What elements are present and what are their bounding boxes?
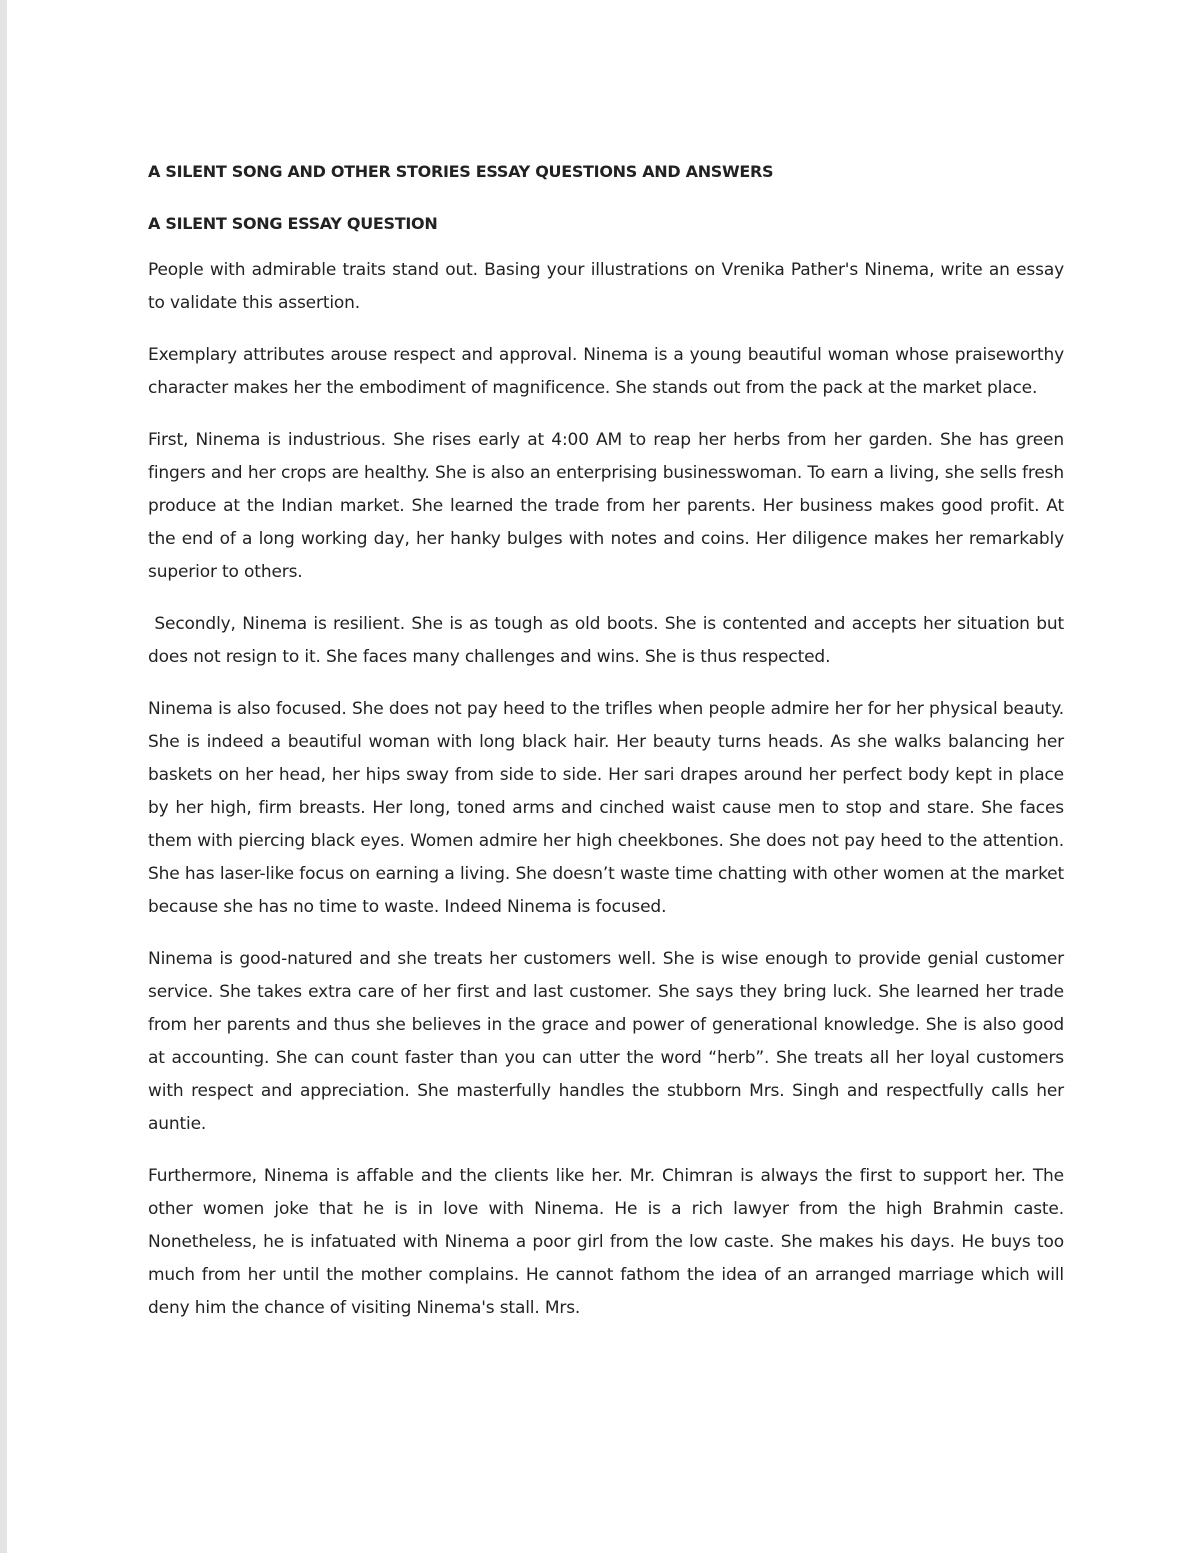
paragraph-good-natured: Ninema is good-natured and she treats her customers well. She is wise enough to provide genial customer service. She takes extra care of her first and last customer. She says they bring luck. She learned her trade from her parents and thus she believes in the grace and power of generational knowledge. She is also good at accounting. She can count faster than you can utter the word “herb”. She treats all her loyal customers with respect and appreciation. She masterfully handles the stubborn Mrs. Singh and respectfully calls her auntie.	[148, 949, 1064, 1134]
document-title: A SILENT SONG AND OTHER STORIES ESSAY QUESTIONS AND ANSWERS	[148, 162, 774, 181]
document-page	[148, 156, 1070, 1344]
paragraph-affable: Furthermore, Ninema is affable and the clients like her. Mr. Chimran is always the first to support her. The other women joke that he is in love with Ninema. He is a rich lawyer from the high Brahmin caste. Nonetheless, he is infatuated with Ninema a poor girl from the low caste. She makes his days. He buys too much from her until the mother complains. He cannot fathom the idea of an arranged marriage which will deny him the chance of visiting Ninema's stall. Mrs.	[148, 1166, 1064, 1318]
paragraph-focused: Ninema is also focused. She does not pay heed to the trifles when people admire her for her physical beauty. She is indeed a beautiful woman with long black hair. Her beauty turns heads. As she walks balancing her baskets on her head, her hips sway from side to side. Her sari drapes around her perfect body kept in place by her high, firm breasts. Her long, toned arms and cinched waist cause men to stop and stare. She faces them with piercing black eyes. Women admire her high cheekbones. She does not pay heed to the attention. She has laser-like focus on earning a living. She doesn’t waste time chatting with other women at the market because she has no time to waste. Indeed Ninema is focused.	[148, 699, 1064, 917]
essay-question: People with admirable traits stand out. Basing your illustrations on Vrenika Pather's Ninema, write an essay to validate this assertion.	[148, 260, 1064, 313]
paragraph-resilient: Secondly, Ninema is resilient. She is as tough as old boots. She is contented and accepts her situation but does not resign to it. She faces many challenges and wins. She is thus respected.	[148, 614, 1070, 667]
question-heading: A SILENT SONG ESSAY QUESTION	[148, 214, 438, 233]
page-left-edge	[0, 0, 7, 1553]
paragraph-industrious: First, Ninema is industrious. She rises early at 4:00 AM to reap her herbs from her garden. She has green fingers and her crops are healthy. She is also an enterprising businesswoman. To earn a living, she sells fresh produce at the Indian market. She learned the trade from her parents. Her business makes good profit. At the end of a long working day, her hanky bulges with notes and coins. Her diligence makes her remarkably superior to others.	[148, 430, 1064, 582]
paragraph-introduction: Exemplary attributes arouse respect and approval. Ninema is a young beautiful woman whose praiseworthy character makes her the embodiment of magnificence. She stands out from the pack at the market place.	[148, 345, 1064, 398]
